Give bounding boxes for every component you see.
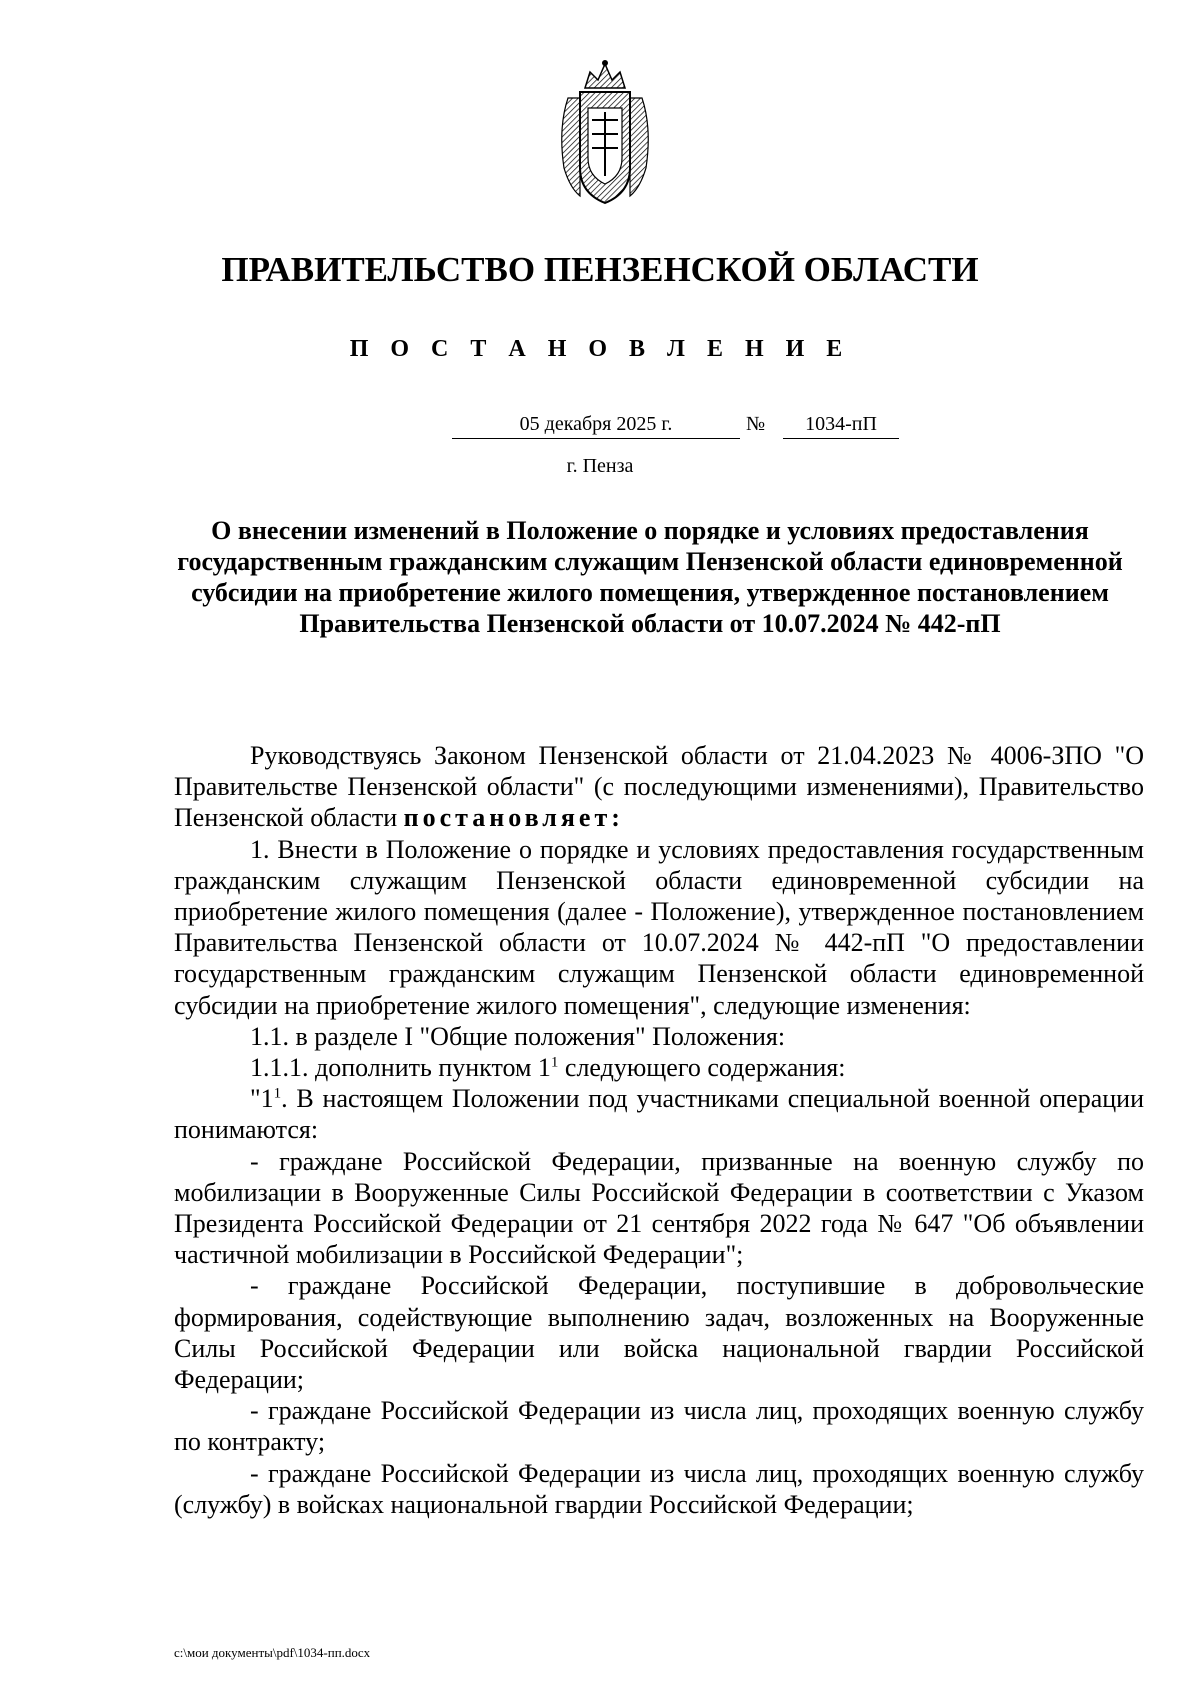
list-item: - граждане Российской Федерации из числа лиц, проходящих военную службу (службу) в войсках национальной гвардии Российской Федерации; [174,1458,1144,1519]
government-title: ПРАВИТЕЛЬСТВО ПЕНЗЕНСКОЙ ОБЛАСТИ [221,250,979,289]
intro-paragraph [174,740,1144,834]
file-path: c:\мои документы\pdf\1034-пп.docx [174,1645,371,1660]
document-type: П О С Т А Н О В Л Е Н И Е [349,336,851,362]
city: г. Пенза [566,455,634,477]
number-sign: № [746,413,766,435]
intro-text: Руководствуясь Законом Пензенской области от 21.04.2023 № 4006-ЗПО "О Правительстве Пензенской области" (с последующими изменениями), Правительство Пензенской области [174,741,1144,833]
document-subject: О внесении изменений в Положение о порядке и условиях предоставления государственным гражданским служащим Пензенской области единовременной субсидии на приобретение жилого помещения, утвержденное постановлением Правительства Пензенской области от 10.07.2024 № 442-пП [177,516,1123,638]
definition-start: "1 [250,1084,274,1114]
superscript: 1 [550,1054,559,1071]
intro-verb: постановляет: [403,803,624,833]
document-date: 05 декабря 2025 г. [452,413,740,439]
list-item: - граждане Российской Федерации, поступившие в добровольческие формирования, содействующие выполнению задач, возложенных на Вооруженные Силы Российской Федерации или войска национальной гвардии Российской Федерации; [174,1271,1144,1395]
document-body [174,740,1144,1520]
definition-text: . В настоящем Положении под участниками специальной военной операции понимаются: [174,1084,1144,1145]
paragraph-1-1-1 [174,1052,1144,1083]
paragraph-1: 1. Внести в Положение о порядке и условиях предоставления государственным гражданским служащим Пензенской области единовременной субсидии на приобретение жилого помещения (далее - Положение), утвержденное постановлением Правительства Пензенской области от 10.07.2024 № 442-пП "О предоставлении государственным гражданским служащим Пензенской области единовременной субсидии на приобретение жилого помещения", следующие изменения: [174,834,1144,1020]
document-number: 1034-пП [783,413,899,439]
superscript: 1 [273,1085,282,1102]
paragraph-1-1: 1.1. в разделе I "Общие положения" Положения: [250,1021,786,1051]
coat-of-arms-icon [550,58,660,208]
paragraph-1-1-1-text-end: следующего содержания: [558,1053,846,1083]
definition-paragraph [174,1083,1144,1145]
list-item: - граждане Российской Федерации, призванные на военную службу по мобилизации в Вооруженные Силы Российской Федерации в соответствии с Указом Президента Российской Федерации от 21 сентября 2022 года № 647 "Об объявлении частичной мобилизации в Российской Федерации"; [174,1146,1144,1270]
list-item: - граждане Российской Федерации из числа лиц, проходящих военную службу по контракту; [174,1396,1144,1457]
paragraph-1-1-1-text: 1.1.1. дополнить пунктом 1 [250,1053,551,1083]
